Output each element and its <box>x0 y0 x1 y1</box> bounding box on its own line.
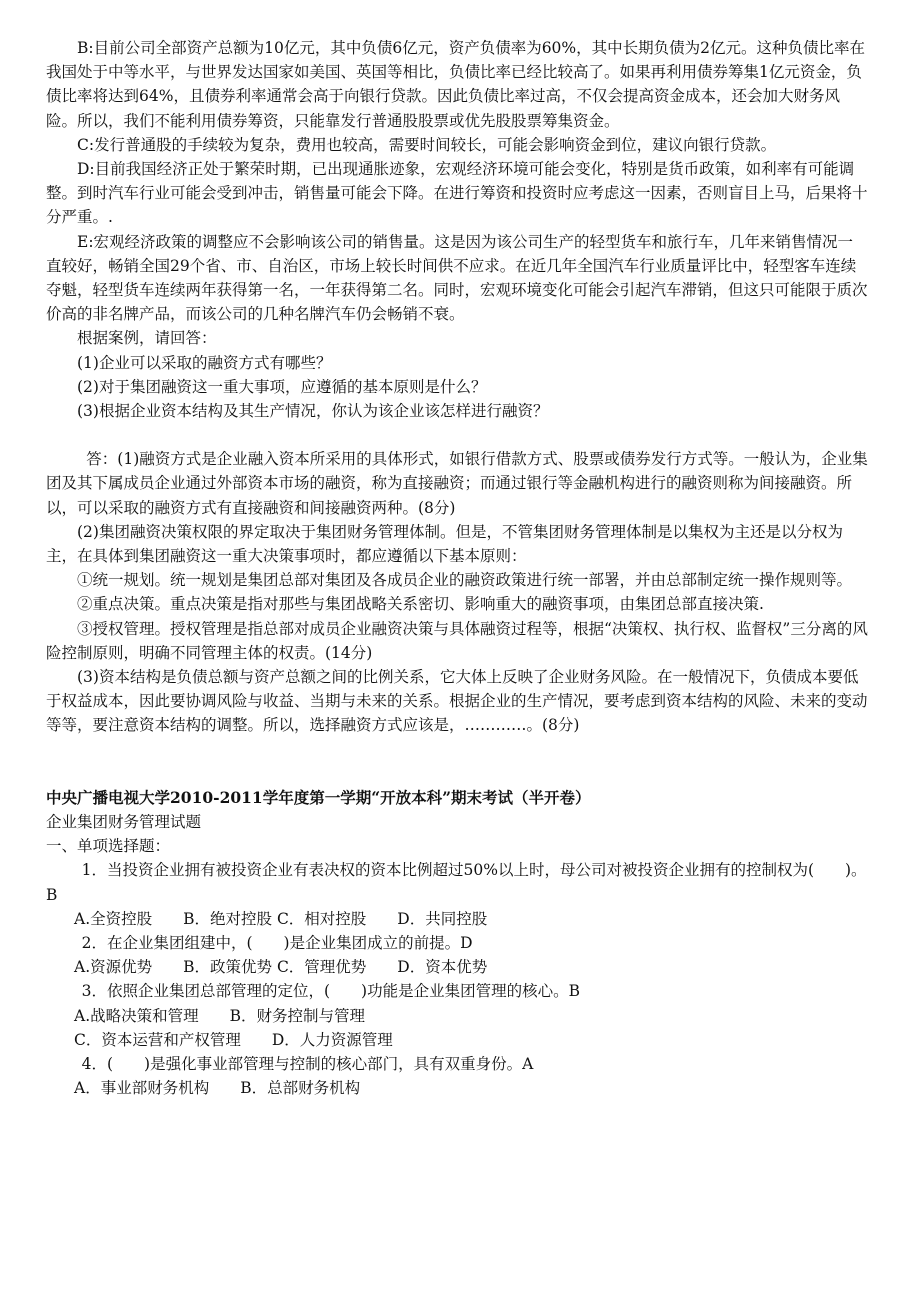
mcq-question-1: 1．当投资企业拥有被投资企业有表决权的资本比例超过50%以上时，母公司对被投资企业拥有的控制权为( )。B <box>46 861 867 904</box>
spacer <box>46 423 868 447</box>
mcq-options-4: A．事业部财务机构 B．总部财务机构 <box>74 1079 361 1098</box>
case-paragraph-c: C:发行普通股的手续较为复杂，费用也较高，需要时间较长，可能会影响资金到位，建议向银行贷款。 <box>77 135 777 154</box>
answer-2: (2)集团融资决策权限的界定取决于集团财务管理体制。但是，不管集团财务管理体制是以集权为主还是以分权为主，在具体到集团融资这一重大决策事项时，都应遵循以下基本原则： <box>46 522 843 566</box>
questions-intro: 根据案例，请回答： <box>77 329 217 348</box>
mcq-options-3a: A.战略决策和管理 B．财务控制与管理 <box>74 1006 366 1025</box>
mcq-question-3: 3．依照企业集团总部管理的定位，( )功能是企业集团管理的核心。B <box>81 982 580 1001</box>
mcq-options-3b: C．资本运营和产权管理 D．人力资源管理 <box>74 1030 393 1049</box>
question-1: (1)企业可以采取的融资方式有哪些？ <box>77 353 332 372</box>
principle-2: ②重点决策。重点决策是指对那些与集团战略关系密切、影响重大的融资事项，由集团总部直接决策. <box>77 595 764 614</box>
case-paragraph-e: E:宏观经济政策的调整应不会影响该公司的销售量。这是因为该公司生产的轻型货车和旅行车，几年来销售情况一直较好，畅销全国29个省、市、自治区，市场上较长时间供不应求。在近几年全国汽车行业质量评比中，轻型客车连续夺魁，轻型货车连续两年获得第一名，一年获得第二名。同时，宏观环境变化可能会引起汽车滞销，但这只可能限于质次价高的非名牌产品，而该公司的几种名牌汽车仍会畅销不衰。 <box>46 232 868 324</box>
principle-3: ③授权管理。授权管理是指总部对成员企业融资决策与具体融资过程等，根据“决策权、执行权、监督权”三分离的风险控制原则，明确不同管理主体的权责。(14分) <box>46 619 868 662</box>
spacer <box>46 738 868 786</box>
answer-1: 答：(1)融资方式是企业融入资本所采用的具体形式，如银行借款方式、股票或债券发行方式等。一般认为，企业集团及其下属成员企业通过外部资本市场的融资，称为直接融资；而通过银行等金融机构进行的融资则称为间接融资。所以，可以采取的融资方式有直接融资和间接融资两种。(8分) <box>46 450 868 517</box>
section-heading: 一、单项选择题： <box>46 837 171 856</box>
answer-3: (3)资本结构是负债总额与资产总额之间的比例关系，它大体上反映了企业财务风险。在一般情况下，负债成本要低于权益成本，因此要协调风险与收益、当期与未来的关系。根据企业的生产情况，要考虑到资本结构的风险、未来的变动等等，要注意资本结构的调整。所以，选择融资方式应该是，…………。(8分) <box>46 668 868 735</box>
question-2: (2)对于集团融资这一重大事项，应遵循的基本原则是什么？ <box>77 377 487 396</box>
case-paragraph-b: B:目前公司全部资产总额为10亿元，其中负债6亿元，资产负债率为60%，其中长期负债为2亿元。这种负债比率在我国处于中等水平，与世界发达国家如美国、英国等相比，负债比率已经比较高了。如果再利用债券筹集1亿元资金，负债比率将达到64%，且债券利率通常会高于向银行贷款。因此负债比率过高，不仅会提高资金成本，还会加大财务风险。所以，我们不能利用债券筹资，只能靠发行普通股股票或优先股股票筹集资金。 <box>46 39 866 130</box>
question-3: (3)根据企业资本结构及其生产情况，你认为该企业该怎样进行融资？ <box>77 402 549 421</box>
case-paragraph-d: D:目前我国经济正处于繁荣时期，已出现通胀迹象，宏观经济环境可能会变化，特别是货币政策，如利率有可能调整。到时汽车行业可能会受到冲击，销售量可能会下降。在进行筹资和投资时应考虑这一因素，否则盲目上马，后果将十分严重。. <box>46 160 868 227</box>
mcq-question-4: 4．( )是强化事业部管理与控制的核心部门，具有双重身份。A <box>81 1054 534 1073</box>
mcq-options-1: A.全资控股 B．绝对控股 C．相对控股 D．共同控股 <box>74 909 488 928</box>
exam-title: 中央广播电视大学2010-2011学年度第一学期“开放本科”期末考试（半开卷） <box>46 787 591 807</box>
mcq-options-2: A.资源优势 B．政策优势 C．管理优势 D．资本优势 <box>74 958 488 977</box>
mcq-question-2: 2．在企业集团组建中，( )是企业集团成立的前提。D <box>81 933 473 952</box>
principle-1: ①统一规划。统一规划是集团总部对集团及各成员企业的融资政策进行统一部署，并由总部制定统一操作规则等。 <box>77 571 853 590</box>
exam-subject: 企业集团财务管理试题 <box>46 812 202 831</box>
